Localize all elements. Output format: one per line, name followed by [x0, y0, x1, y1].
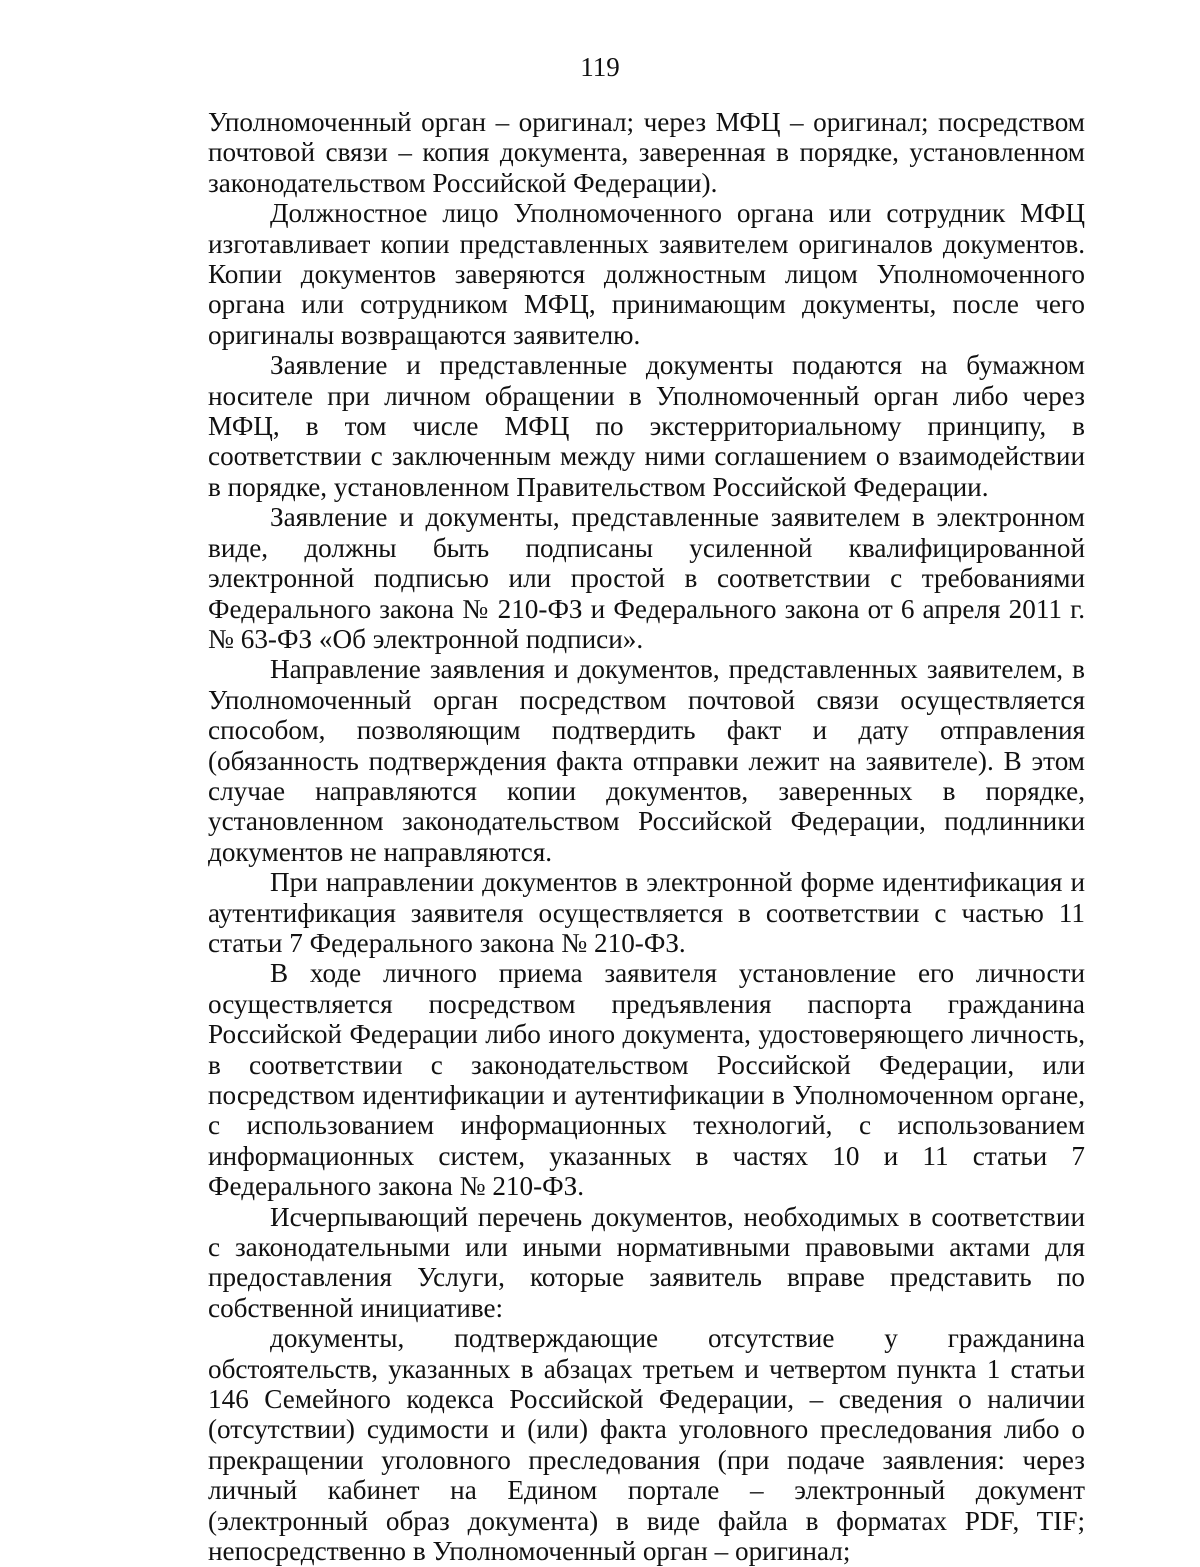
paragraph: Заявление и представленные документы подаются на бумажном носителе при личном обращении в Уполномоченный орган либо через МФЦ, в том числе МФЦ по экстерриториальному принципу, в соответствии с заключенным между ними соглашением о взаимодействии в порядке, установленном Правительством Российской Федерации.	[208, 350, 1085, 502]
page-number: 119	[580, 52, 620, 82]
paragraph: Направление заявления и документов, представленных заявителем, в Уполномоченный орган посредством почтовой связи осуществляется способом, позволяющим подтвердить факт и дату отправления (обязанность подтверждения факта отправки лежит на заявителе). В этом случае направляются копии документов, заверенных в порядке, установленном законодательством Российской Федерации, подлинники документов не направляются.	[208, 654, 1085, 867]
paragraph: документы, подтверждающие отсутствие у гражданина обстоятельств, указанных в абзацах третьем и четвертом пункта 1 статьи 146 Семейного кодекса Российской Федерации, – сведения о наличии (отсутствии) судимости и (или) факта уголовного преследования либо о прекращении уголовного преследования (при подаче заявления: через личный кабинет на Едином портале – электронный документ (электронный образ документа) в виде файла в форматах PDF, TIF; непосредственно в Уполномоченный орган – оригинал;	[208, 1323, 1085, 1567]
document-body	[208, 107, 1085, 1567]
paragraph: Заявление и документы, представленные заявителем в электронном виде, должны быть подписаны усиленной квалифицированной электронной подписью или простой в соответствии с требованиями Федерального закона № 210-ФЗ и Федерального закона от 6 апреля 2011 г. № 63-ФЗ «Об электронной подписи».	[208, 502, 1085, 654]
paragraph: В ходе личного приема заявителя установление его личности осуществляется посредством предъявления паспорта гражданина Российской Федерации либо иного документа, удостоверяющего личность, в соответствии с законодательством Российской Федерации, или посредством идентификации и аутентификации в Уполномоченном органе, с использованием информационных технологий, с использованием информационных систем, указанных в частях 10 и 11 статьи 7 Федерального закона № 210-ФЗ.	[208, 958, 1085, 1202]
paragraph-continued: Уполномоченный орган – оригинал; через МФЦ – оригинал; посредством почтовой связи – копия документа, заверенная в порядке, установленном законодательством Российской Федерации).	[208, 107, 1085, 198]
paragraph: Должностное лицо Уполномоченного органа или сотрудник МФЦ изготавливает копии представленных заявителем оригиналов документов. Копии документов заверяются должностным лицом Уполномоченного органа или сотрудником МФЦ, принимающим документы, после чего оригиналы возвращаются заявителю.	[208, 198, 1085, 350]
paragraph: Исчерпывающий перечень документов, необходимых в соответствии с законодательными или иными нормативными правовыми актами для предоставления Услуги, которые заявитель вправе представить по собственной инициативе:	[208, 1201, 1085, 1323]
paragraph: При направлении документов в электронной форме идентификация и аутентификация заявителя осуществляется в соответствии с частью 11 статьи 7 Федерального закона № 210-ФЗ.	[208, 867, 1085, 958]
